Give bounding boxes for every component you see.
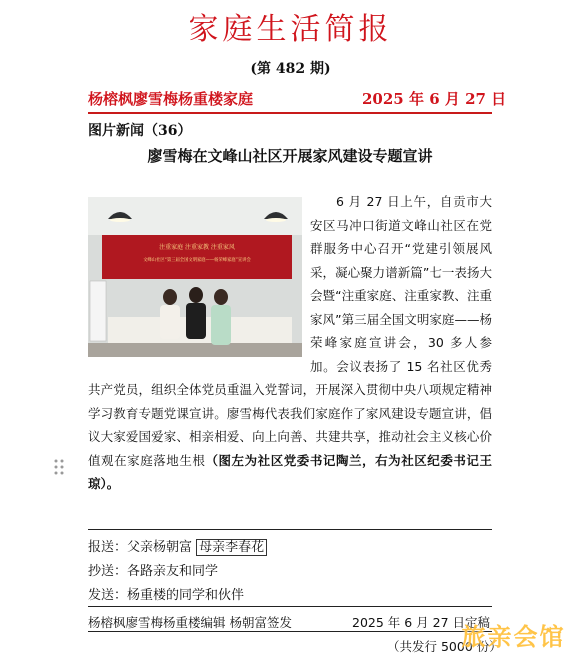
footer-top-rule (88, 606, 492, 607)
article-body-text: 6 月 27 日上午，自贡市大安区马冲口街道文峰山社区在党群服务中心召开“党建引领展风采，凝心聚力谱新篇”七一表扬大会暨“注重家庭、注重家教、注重家风”第三届全国文明家庭——杨荣峰家庭宣讲会，30 多人参加。会议表扬了 15 名社区优秀共产党员，组织全体党员重温入党誓词，开展深入贯彻中央八项规定精神学习教育专题党课宣讲。廖雪梅代表我们家庭作了家风建设专题宣讲，倡议大家爱国爱家、相亲相爱、向上向善、共建共享，推动社会主义核心价值观在家庭落地生根 (88, 194, 492, 468)
photo-banner-subtext: 文峰山社区“第三届全国文明家庭——杨荣峰家庭”宣讲会 (143, 258, 251, 263)
photo-banner-text: 注重家庭 注重家教 注重家风 (159, 244, 235, 251)
article-headline: 廖雪梅在文峰山社区开展家风建设专题宣讲 (147, 147, 433, 165)
distribution-top-rule (88, 529, 492, 530)
article-body (88, 190, 492, 496)
report-father: 父亲杨朝富 (127, 540, 193, 555)
report-label: 报送： (88, 540, 128, 555)
editors-header: 杨榕枫廖雪梅杨重楼家庭 (88, 90, 254, 108)
send-line: 发送：杨重楼的同学和伙伴 (88, 588, 245, 603)
footer-editors: 杨榕枫廖雪梅杨重楼编辑 杨朝富签发 (88, 615, 292, 630)
footer-date: 2025 年 6 月 27 日定稿 (352, 615, 491, 630)
copies-count: （共发行 5000 份） (387, 639, 502, 654)
issue-number: (第 482 期) (250, 61, 331, 77)
issue-date: 2025 年 6 月 27 日 (362, 90, 507, 108)
document-title: 家庭生活简报 (188, 12, 393, 47)
cc-line: 抄送：各路亲友和同学 (88, 564, 219, 579)
report-line (88, 536, 267, 555)
drag-handle-icon[interactable] (54, 459, 64, 475)
header-divider (88, 112, 492, 114)
report-mother[interactable]: 母亲李春花 (196, 539, 267, 556)
watermark-logo: 旅亲会馆 (461, 623, 566, 651)
footer-bottom-rule (88, 631, 492, 632)
photo-caption: （图左为社区党委书记陶兰，右为社区纪委书记王琼）。 (88, 452, 492, 491)
section-title: 图片新闻（36） (88, 123, 192, 139)
